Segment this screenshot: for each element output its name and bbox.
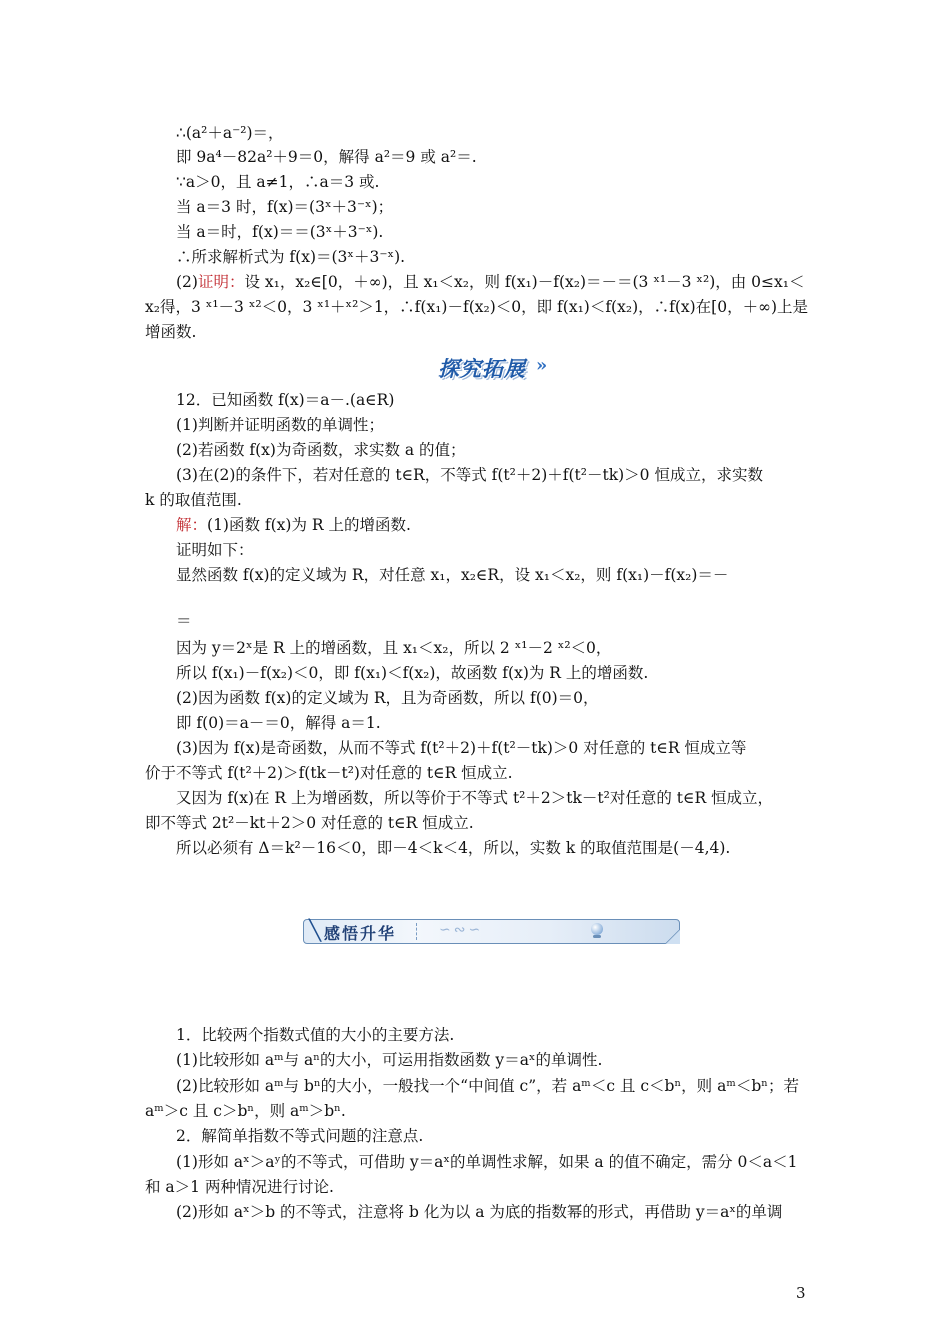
- summary-line: (2)比较形如 aᵐ与 bⁿ的大小，一般找一个“中间值 c”，若 aᵐ＜c 且 c＜bⁿ，则 aᵐ＜bⁿ；若: [176, 1077, 799, 1095]
- solution-line: 因为 y＝2ˣ是 R 上的增函数，且 x₁＜x₂，所以 2 ˣ¹－2 ˣ²＜0，: [176, 639, 612, 657]
- globe-stand-icon: [593, 935, 601, 938]
- problem-line: k 的取值范围.: [145, 491, 242, 509]
- solution-line: 即不等式 2t²－kt＋2＞0 对任意的 t∈R 恒成立.: [145, 814, 474, 832]
- text-line: ∴(a²＋a⁻²)＝，: [176, 124, 284, 142]
- solution-line: [176, 514, 411, 536]
- solution-line: 证明如下：: [176, 541, 254, 559]
- solution-line: (3)因为 f(x)是奇函数，从而不等式 f(t²＋2)＋f(t²－tk)＞0 对任意的 t∈R 恒成立等: [176, 739, 747, 757]
- proof-line: x₂得，3 ˣ¹－3 ˣ²＜0，3 ˣ¹＋ˣ²＞1，∴f(x₁)－f(x₂)＜0，即 f(x₁)＜f(x₂)，∴f(x)在[0，＋∞)上是: [145, 298, 809, 316]
- solution-line: ＝: [176, 612, 192, 630]
- text-line: ∵a＞0，且 a≠1，∴a＝3 或.: [176, 173, 380, 191]
- globe-icon: [591, 923, 603, 935]
- summary-line: (1)形如 aˣ＞aʸ的不等式，可借助 y＝aˣ的单调性求解，如果 a 的值不确定，需分 0＜a＜1: [176, 1153, 798, 1171]
- solution-line: 又因为 f(x)在 R 上为增函数，所以等价于不等式 t²＋2＞tk－t²对任意的 t∈R 恒成立，: [176, 789, 774, 807]
- solution-line: 显然函数 f(x)的定义域为 R，对任意 x₁，x₂∈R，设 x₁＜x₂，则 f(x₁)－f(x₂)＝－: [176, 566, 729, 584]
- problem-line: (2)若函数 f(x)为奇函数，求实数 a 的值；: [176, 441, 466, 459]
- text-line: 当 a＝3 时，f(x)＝(3ˣ＋3⁻ˣ)；: [176, 198, 394, 216]
- solution-line: 价于不等式 f(t²＋2)＞f(tk－t²)对任意的 t∈R 恒成立.: [145, 764, 513, 782]
- section-banner-summary: [303, 919, 680, 944]
- solution-label: 解：: [176, 516, 208, 534]
- page-number: 3: [796, 1284, 806, 1302]
- divider: [416, 923, 418, 940]
- summary-line: 和 a＞1 两种情况进行讨论.: [145, 1178, 334, 1196]
- section-banner-explore: [436, 353, 554, 379]
- solution-line: 所以必须有 Δ＝k²－16＜0，即－4＜k＜4，所以，实数 k 的取值范围是(－4,4).: [176, 839, 731, 857]
- slash-icon: ╲: [309, 918, 322, 942]
- solution-line: (2)因为函数 f(x)的定义域为 R，且为奇函数，所以 f(0)＝0，: [176, 689, 599, 707]
- swirl-decoration-icon: ∽∾∽: [439, 922, 484, 938]
- text-line: 即 9a⁴－82a²＋9＝0，解得 a²＝9 或 a²＝.: [176, 148, 477, 166]
- text-line: ∴所求解析式为 f(x)＝(3ˣ＋3⁻ˣ).: [176, 248, 406, 266]
- summary-line: aᵐ＞c 且 c＞bⁿ，则 aᵐ＞bⁿ.: [145, 1102, 346, 1120]
- proof-prefix: (2): [176, 273, 198, 291]
- solution-line: 即 f(0)＝a－＝0，解得 a＝1.: [176, 714, 381, 732]
- proof-label: 证明：: [197, 273, 245, 291]
- page-curl-icon: [664, 930, 680, 944]
- proof-line: 增函数.: [145, 323, 197, 341]
- banner-title: 探究拓展: [438, 356, 526, 381]
- banner-title: 感悟升华: [324, 924, 397, 943]
- summary-line: 2．解简单指数不等式问题的注意点.: [176, 1127, 424, 1145]
- text-line: 当 a＝时，f(x)＝＝(3ˣ＋3⁻ˣ).: [176, 223, 384, 241]
- problem-line: (3)在(2)的条件下，若对任意的 t∈R，不等式 f(t²＋2)＋f(t²－tk)＞0 恒成立，求实数: [176, 466, 763, 484]
- double-chevron-icon: »: [536, 355, 548, 376]
- summary-line: (2)形如 aˣ＞b 的不等式，注意将 b 化为以 a 为底的指数幂的形式，再借助 y＝aˣ的单调: [176, 1203, 783, 1221]
- proof-text: 设 x₁，x₂∈[0，＋∞)，且 x₁＜x₂，则 f(x₁)－f(x₂)＝－＝(3 ˣ¹－3 ˣ²)，由 0≤x₁＜: [244, 273, 805, 291]
- solution-line: 所以 f(x₁)－f(x₂)＜0，即 f(x₁)＜f(x₂)，故函数 f(x)为 R 上的增函数.: [176, 664, 649, 682]
- problem-line: 12．已知函数 f(x)＝a－.(a∈R): [176, 391, 395, 409]
- problem-line: (1)判断并证明函数的单调性；: [176, 416, 384, 434]
- solution-text: (1)函数 f(x)为 R 上的增函数.: [207, 516, 411, 534]
- proof-line: [176, 271, 804, 293]
- summary-line: 1．比较两个指数式值的大小的主要方法.: [176, 1026, 455, 1044]
- summary-line: (1)比较形如 aᵐ与 aⁿ的大小，可运用指数函数 y＝aˣ的单调性.: [176, 1051, 603, 1069]
